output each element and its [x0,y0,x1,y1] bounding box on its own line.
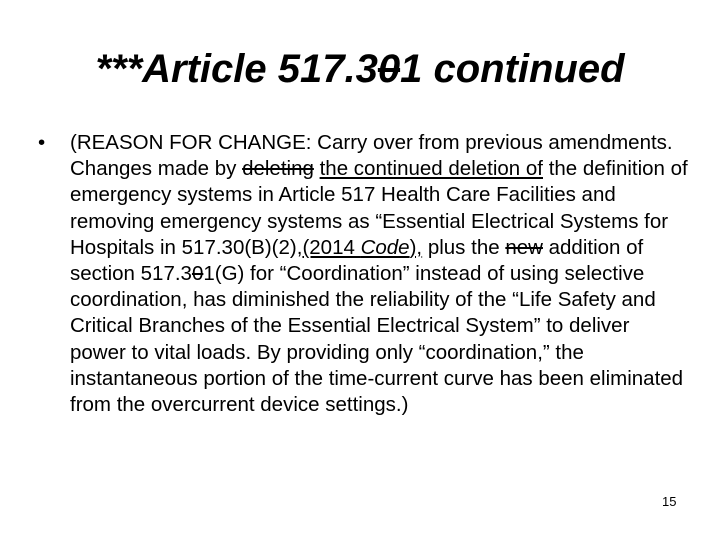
code-reference-open: (2014 [302,235,361,259]
bullet-marker: • [38,131,46,154]
title-suffix: 1 continued [400,47,625,91]
title-prefix: ***Article 517.3 [95,47,378,91]
slide-title [0,40,720,98]
inserted-phrase-continued-deletion: the continued deletion of [319,157,543,181]
paragraph-text-7: plus the [422,235,506,259]
paragraph-text-1: (REASON FOR CHANGE: Carry over from previous amendments. Changes made by [70,131,673,181]
inserted-code-reference [302,236,422,259]
code-reference-close: ), [409,235,423,259]
deleted-digit-section: 0 [191,262,204,286]
title-deleted-digit: 0 [377,47,401,91]
deleted-word-deleting: deleting [242,157,314,181]
paragraph-text-5: the definition of emergency systems in Article 517 Health Care Facilities and removing emergency systems as “Essential Electrical Systems for Hospitals in 517.30(B)(2), [70,157,688,259]
page-number: 15 [662,494,677,509]
deleted-word-new: new [505,235,543,259]
reason-paragraph [70,130,690,418]
paragraph-text-9: addition of section 517.3 [70,235,644,286]
paragraph-text-11: 1(G) for “Coordination” instead of using selective coordination, has diminished the reliability of the “Life Safety and Critical Branches of the Essential Electrical System” to deliver power to vital loads. By providing only “coordination,” the instantaneous portion of the time-current curve has been eliminated from the overcurrent device settings.) [70,262,684,417]
code-reference-italic: Code [360,235,410,259]
